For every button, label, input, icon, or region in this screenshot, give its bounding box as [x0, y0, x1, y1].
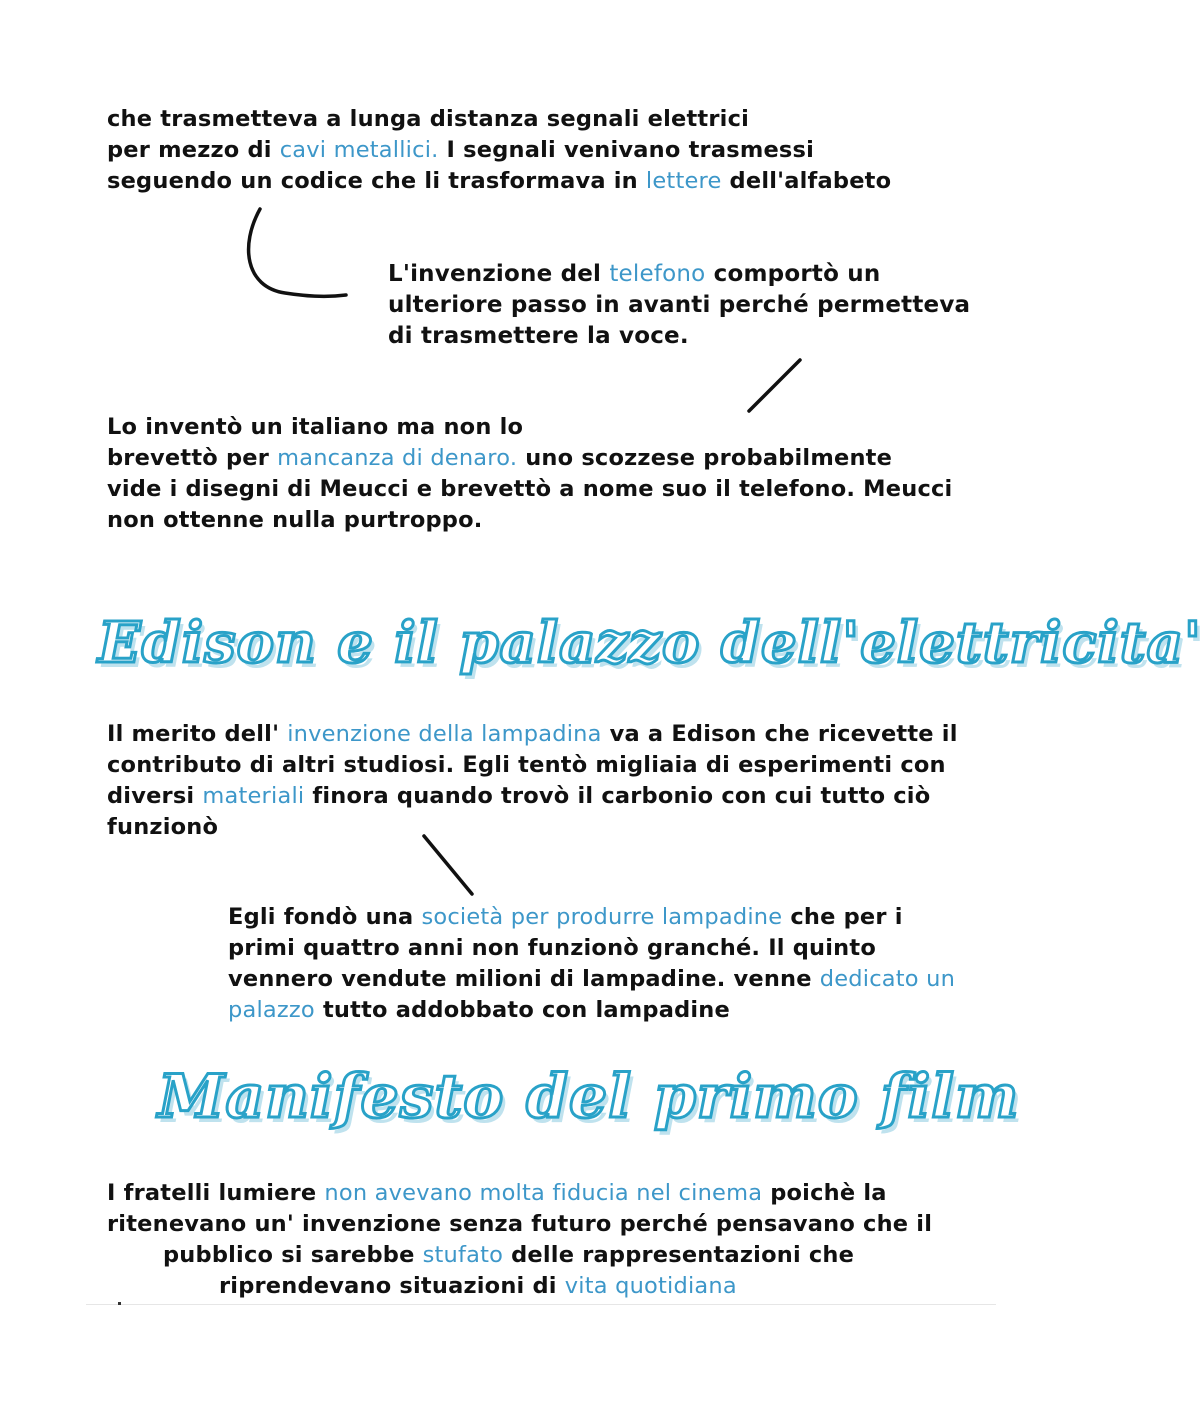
text-line: palazzo tutto addobbato con lampadine [228, 997, 730, 1023]
highlight-vita-quotidiana: vita quotidiana [564, 1273, 737, 1299]
highlight-materiali: materiali [202, 783, 305, 809]
curve-connector-icon [240, 205, 350, 300]
text-line: riprendevano situazioni di vita quotidiana [219, 1273, 737, 1299]
paragraph-lumiere [107, 1178, 932, 1302]
text-line: di trasmettere la voce. [388, 323, 689, 349]
heading-first-film: Manifesto del primo film [158, 1062, 1020, 1132]
highlight-societa: società per produrre lampadine [421, 904, 783, 930]
highlight-mancanza-denaro: mancanza di denaro. [277, 445, 518, 471]
text-line: Il merito dell' invenzione della lampadina va a Edison che ricevette il [107, 721, 958, 747]
text-line: pubblico si sarebbe stufato delle rappresentazioni che [163, 1242, 855, 1268]
text-line: vide i disegni di Meucci e brevettò a nome suo il telefono. Meucci [107, 476, 953, 502]
text-line: Lo inventò un italiano ma non lo [107, 414, 524, 440]
highlight-cavi-metallici: cavi metallici. [279, 137, 439, 163]
text-line: I fratelli lumiere non avevano molta fiducia nel cinema poichè la [107, 1180, 887, 1206]
text-line: che trasmetteva a lunga distanza segnali elettrici [107, 106, 750, 132]
text-line: seguendo un codice che li trasformava in lettere dell'alfabeto [107, 168, 892, 194]
text-line: funzionò [107, 814, 219, 840]
text-line: primi quattro anni non funzionò granché. Il quinto [228, 935, 876, 961]
paragraph-meucci [107, 412, 952, 536]
text-line: brevettò per mancanza di denaro. uno scozzese probabilmente [107, 445, 893, 471]
text-line: ritenevano un' invenzione senza futuro perché pensavano che il [107, 1211, 933, 1237]
paragraph-telegraph [107, 104, 891, 197]
text-line: non ottenne nulla purtroppo. [107, 507, 483, 533]
heading-edison: Edison e il palazzo dell'elettricita' [98, 610, 1202, 676]
text-line: L'invenzione del telefono comportò un [388, 261, 881, 287]
paragraph-telephone [388, 259, 970, 352]
highlight-telefono: telefono [609, 261, 706, 287]
text-line: vennero vendute milioni di lampadine. venne dedicato un [228, 966, 956, 992]
text-line: contributo di altri studiosi. Egli tentò migliaia di esperimenti con [107, 752, 946, 778]
highlight-palazzo: palazzo [228, 997, 315, 1023]
text-line: ulteriore passo in avanti perché permetteva [388, 292, 971, 318]
diagonal-connector-icon [745, 355, 805, 415]
text-line: per mezzo di cavi metallici. I segnali venivano trasmessi [107, 137, 815, 163]
highlight-stufato: stufato [422, 1242, 504, 1268]
diagonal-connector-icon [420, 832, 480, 902]
highlight-lettere: lettere [645, 168, 722, 194]
text-line: diversi materiali finora quando trovò il carbonio con cui tutto ciò [107, 783, 931, 809]
highlight-invenzione-lampadina: invenzione della lampadina [287, 721, 602, 747]
highlight-dedicato: dedicato un [819, 966, 956, 992]
text-line: Egli fondò una società per produrre lampadine che per i [228, 904, 903, 930]
page-divider [86, 1304, 996, 1305]
paragraph-company [228, 902, 955, 1026]
page-dot [118, 1302, 121, 1305]
highlight-fiducia-cinema: non avevano molta fiducia nel cinema [324, 1180, 763, 1206]
paragraph-lightbulb [107, 719, 958, 843]
